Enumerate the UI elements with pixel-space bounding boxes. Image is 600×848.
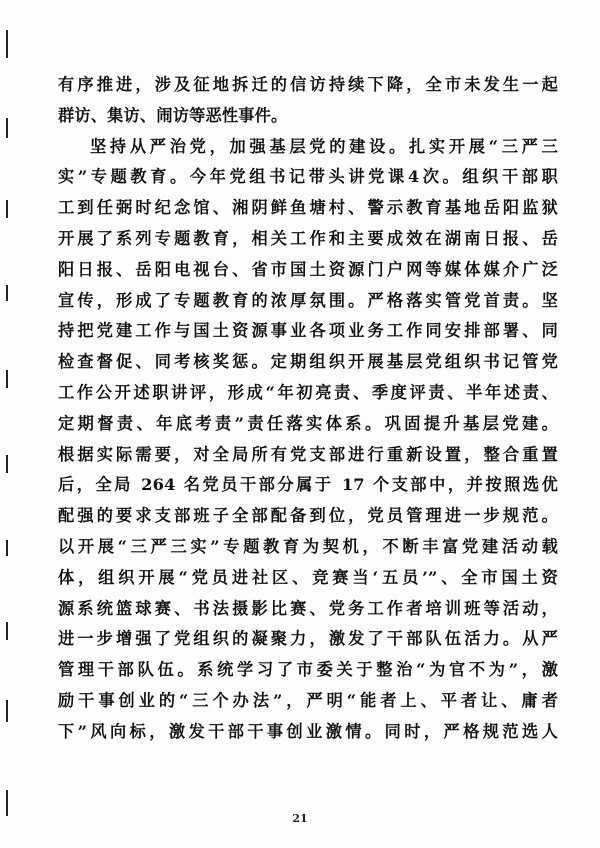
paragraph-first-line: 坚持从严治党，加强基层党的建设。扎实开展“三严三 [90,136,558,156]
text-line: 后，全局 264 名党员干部分属于 17 个支部中，并按照选优 [58,475,558,495]
text-line: 阳日报、岳阳电视台、省市国土资源门户网等媒体媒介广泛 [58,259,558,279]
binding-mark [6,118,8,138]
text-line: 配强的要求支部班子全部配备到位，党员管理进一步规范。 [58,506,558,526]
text-line: 进一步增强了党组织的凝聚力，激发了干部队伍活力。从严 [58,629,558,649]
binding-mark [6,622,8,640]
text-line: 以开展“三严三实”专题教育为契机，不断丰富党建活动载 [58,536,558,556]
text-line: 下”风向标，激发干部干事创业激情。同时，严格规范选人 [58,721,558,741]
text-line: 励干事创业的“三个办法”，严明“能者上、平者让、庸者 [58,690,558,710]
text-line: 体，组织开展“党员进社区、竞赛当‘五员’”、全市国土资 [58,567,558,587]
text-line: 持把党建工作与国土资源事业各项业务工作同安排部署、同 [58,321,558,341]
text-line: 根据实际需要，对全局所有党支部进行重新设置，整合重置 [58,444,558,464]
page-number: 21 [292,812,308,825]
binding-mark [6,200,8,218]
text-line: 有序推进，涉及征地拆迁的信访持续下降，全市未发生一起 [58,75,558,94]
text-line: 群访、集访、闹访等恶性事件。 [58,105,288,125]
binding-mark [6,455,8,473]
text-line: 定期督责、年底考责”责任落实体系。巩固提升基层党建。 [58,413,558,433]
text-line: 宣传，形成了专题教育的浓厚氛围。严格落实管党首责。坚 [58,290,558,310]
text-line: 实”专题教育。今年党组书记带头讲党课4次。组织干部职 [58,167,558,187]
text-line: 开展了系列专题教育，相关工作和主要成效在湖南日报、岳 [58,228,558,248]
body-text [58,70,558,748]
binding-mark [6,370,8,388]
binding-mark [6,285,8,301]
binding-mark [6,30,8,58]
text-line: 检查督促、同考核奖惩。定期组织开展基层党组织书记管党 [58,352,558,372]
text-line: 工作公开述职讲评，形成“年初亮责、季度评责、半年述责、 [58,382,558,402]
scan-binding-marks [0,0,14,848]
binding-mark [6,540,8,556]
text-line: 工到任弼时纪念馆、湘阴鲜鱼塘村、警示教育基地岳阳监狱 [58,198,558,218]
text-line: 源系统篮球赛、书法摄影比赛、党务工作者培训班等活动， [58,598,558,618]
binding-mark [6,700,8,722]
text-line: 管理干部队伍。系统学习了市委关于整治“为官不为”，激 [58,660,558,680]
